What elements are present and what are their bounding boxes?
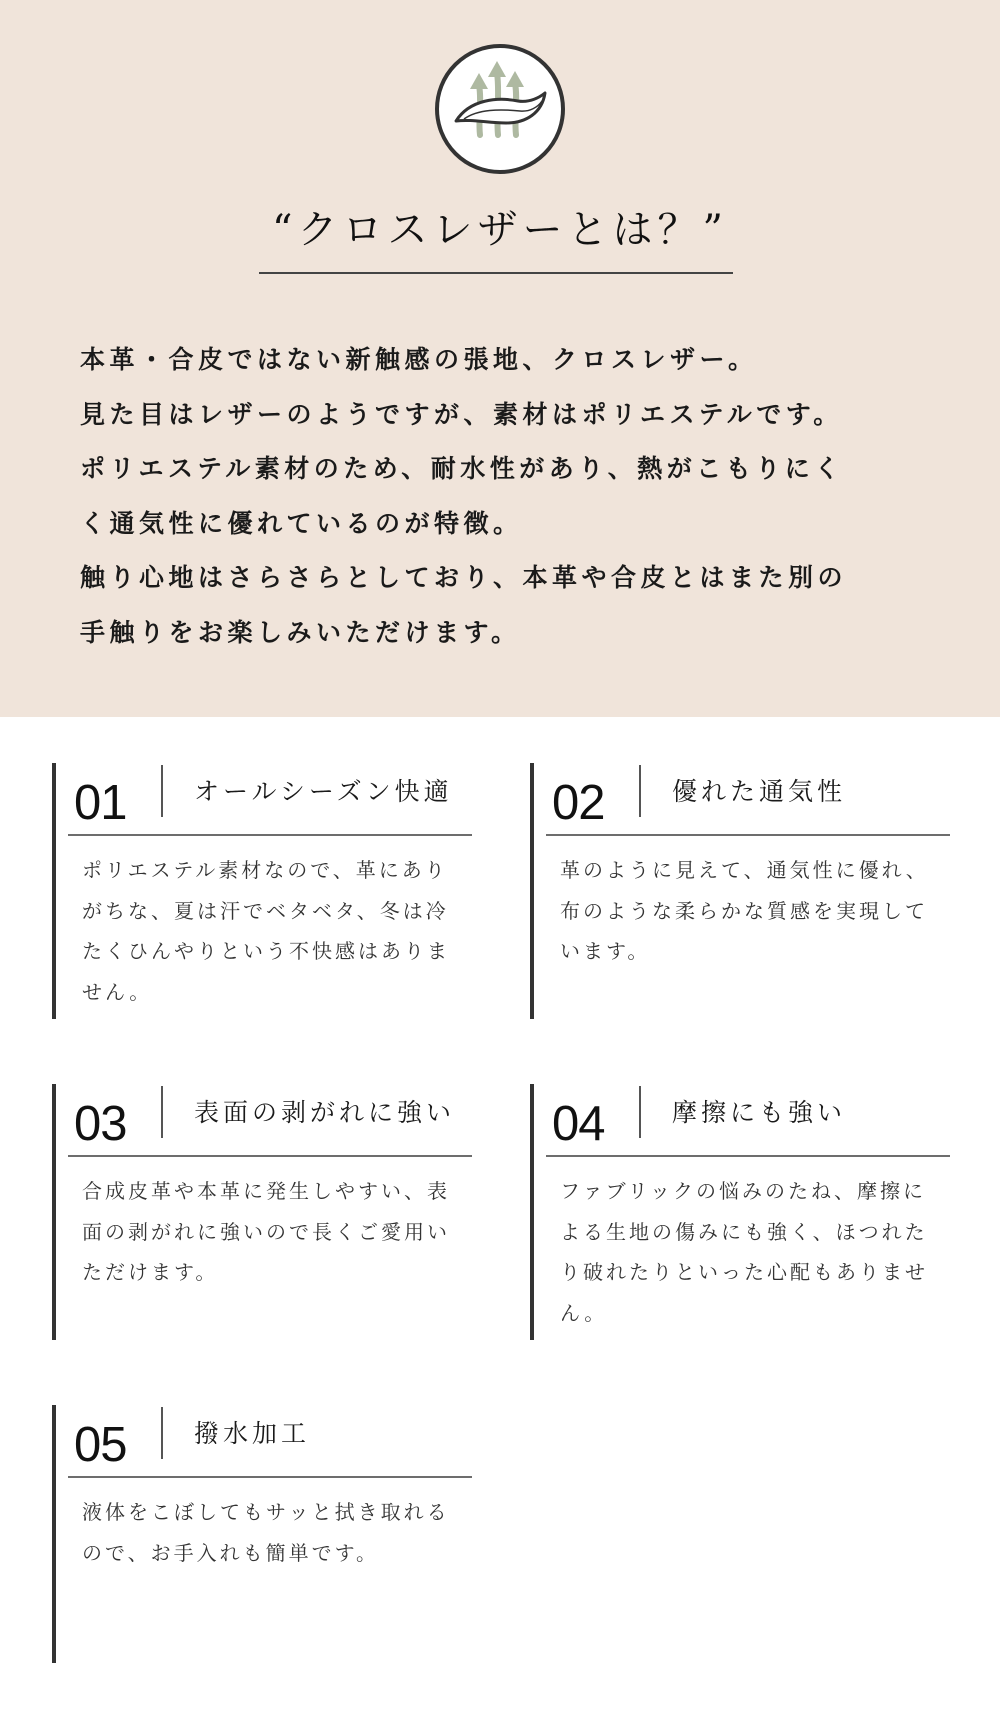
feature-accent-bar xyxy=(52,1084,56,1340)
intro-text xyxy=(80,333,960,661)
intro-line: く通気性に優れているのが特徴。 xyxy=(80,508,523,538)
feature-accent-bar xyxy=(530,1084,534,1340)
feature-line: ん。 xyxy=(560,1301,608,1326)
feature-divider xyxy=(639,765,641,817)
feature-line: り破れたりといった心配もありませ xyxy=(560,1260,928,1285)
feature-number: 01 xyxy=(74,776,127,830)
feature-line: 液体をこぼしてもサッと拭き取れる xyxy=(82,1500,450,1524)
feature-line: よる生地の傷みにも強く、ほつれた xyxy=(560,1219,928,1244)
feature-rule xyxy=(68,1155,472,1157)
feature-line: ファブリックの悩みのたね、摩擦に xyxy=(560,1179,926,1203)
intro-line: 触り心地はさらさらとしており、本革や合皮とはまた別の xyxy=(80,563,848,593)
feature-line: います。 xyxy=(560,939,651,964)
feature-divider xyxy=(161,1086,163,1138)
feature-description xyxy=(82,1171,472,1293)
feature-divider xyxy=(161,765,163,817)
feature-accent-bar xyxy=(52,1405,56,1663)
feature-accent-bar xyxy=(52,763,56,1019)
feature-rule xyxy=(546,1155,950,1157)
feature-line: ただけます。 xyxy=(82,1260,219,1285)
feature-rule xyxy=(546,834,950,836)
feature-line: 合成皮革や本革に発生しやすい、表 xyxy=(82,1179,450,1203)
feature-title: 摩擦にも強い xyxy=(672,1098,847,1127)
feature-line: ポリエステル素材なので、革にあり xyxy=(82,858,448,882)
intro-line: 本革・合皮ではない新触感の張地、クロスレザー。 xyxy=(80,345,758,374)
page-title: “クロスレザーとは？” xyxy=(272,207,728,253)
feature-divider xyxy=(639,1086,641,1138)
intro-line: 手触りをお楽しみいただけます。 xyxy=(80,617,521,647)
feature-title: 撥水加工 xyxy=(194,1419,311,1448)
feature-title: 優れた通気性 xyxy=(672,777,847,806)
feature-rule xyxy=(68,834,472,836)
hero-section xyxy=(0,0,1000,717)
feature-number: 03 xyxy=(74,1097,127,1151)
feature-number: 02 xyxy=(552,776,605,830)
feature-number: 04 xyxy=(552,1097,605,1151)
feature-description xyxy=(82,1492,472,1573)
intro-line: 見た目はレザーのようですが、素材はポリエステルです。 xyxy=(80,399,843,429)
feature-rule xyxy=(68,1476,472,1478)
feature-number: 05 xyxy=(74,1418,127,1472)
feature-line: がちな、夏は汗でベタベタ、冬は冷 xyxy=(82,898,449,923)
feature-line: 革のように見えて、通気性に優れ、 xyxy=(560,858,929,882)
feature-description xyxy=(82,850,472,1013)
feature-line: たくひんやりという不快感はありま xyxy=(82,939,450,964)
feature-line: 面の剥がれに強いので長くご愛用い xyxy=(82,1219,450,1244)
feature-title: オールシーズン快適 xyxy=(194,777,453,806)
feature-divider xyxy=(161,1407,163,1459)
title-underline xyxy=(259,272,733,274)
intro-line: ポリエステル素材のため、耐水性があり、熱がこもりにく xyxy=(80,454,844,484)
feature-description xyxy=(560,1171,950,1334)
feature-line: せん。 xyxy=(82,980,153,1005)
feature-line: ので、お手入れも簡単です。 xyxy=(82,1540,379,1565)
feature-description xyxy=(560,850,950,972)
feature-title: 表面の剥がれに強い xyxy=(194,1098,456,1127)
feature-accent-bar xyxy=(530,763,534,1019)
breathable-fabric-icon xyxy=(434,43,566,175)
feature-line: 布のような柔らかな質感を実現して xyxy=(560,898,928,923)
